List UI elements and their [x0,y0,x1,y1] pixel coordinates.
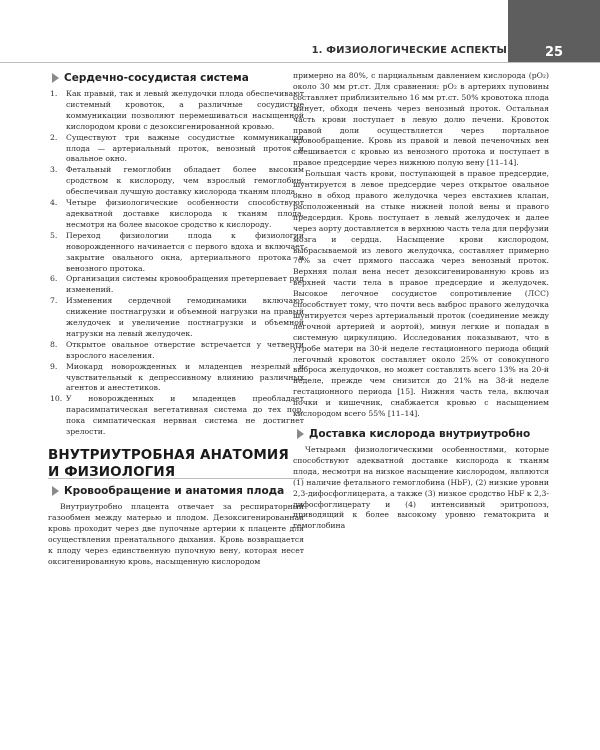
list-item-number: 2. [50,132,58,142]
list-item [48,274,304,296]
list-item-text: Открытое овальное отверстие встречается у четверти взрослого населения. [66,339,304,360]
section-heading-text: Кровообращение и анатомия плода [64,485,285,497]
left-column [48,66,304,567]
list-item-text: Миокард новорожденных и младенцев незрелый и чувствительный к депрессивному влиянию различных агентов и анестетиков. [66,361,304,393]
list-item-text: У новорожденных и младенцев преобладает парасимпатическая вегетативная система до тех пор, пока симпатическая нервная система не достигнет зрелости. [66,394,304,437]
page-number-tab [508,0,600,62]
list-item-number: 6. [50,274,58,284]
list-item-text: Изменения сердечной гемодинамики включают снижение постнагрузки и объемной нагрузки на правый желудочек и увеличение постнагрузки и объемной нагрузки на левый желудочек. [66,296,304,338]
chapter-section-heading [48,447,304,479]
body-paragraph: примерно на 80%, с парциальным давлением кислорода (pO₂) около 30 мм рт.ст. Для сравнения: pO₂ в артериях пуповины составляет приблизительно 16 мм рт.ст. 50% кровотока плода минует, обходя печень через венозный проток. Остальная часть крови поступает в левую долю печени. Кровоток правой доли осуществляется через портальное кровообращение. Кровь из правой и левой печеночных вен смешивается с кровью из венозного протока и поступает в правое предсердие через нижнюю полую вену [11–14]. [293,71,549,168]
list-item-number: 9. [50,361,58,371]
list-item-text: Четыре физиологические особенности способствуют адекватной доставке кислорода к тканям плода, несмотря на более высокое сродство к кислороду. [66,198,304,229]
list-item-text: Как правый, так и левый желудочки плода обеспечивают системный кровоток, а различные сосудистые коммуникации позволяют перемешиваться насыщенной кислородом крови с дезоксигенированной кровью. [66,89,304,131]
list-item-text: Организация системы кровообращения претерпевает ряд изменений. [66,274,304,295]
list-item [48,231,304,275]
list-item-number: 8. [50,339,58,349]
list-item-number: 5. [50,230,58,240]
list-item [48,89,304,133]
key-points-list [48,89,304,438]
list-item-number: 7. [50,296,58,306]
list-item-number: 1. [50,89,58,98]
section-heading-text: Сердечно-сосудистая система [64,72,249,84]
list-item [48,296,304,340]
page-number: 25 [544,45,564,60]
list-item [48,340,304,362]
triangle-marker-icon [297,429,304,439]
list-item [48,198,304,231]
body-paragraph: Внутриутробно плацента отвечает за респираторный газообмен между матерью и плодом. Дезоксигенированная кровь проходит через две пупочные артерии к плаценте для осуществления пренатального дыхания. Кровь возвращается к плоду через единственную пупочную вену, которая несет оксигенированную кровь, насыщенную кислородом [48,502,304,566]
list-item-number: 10. [50,394,63,404]
list-item-text: Существуют три важные сосудистые коммуникации плода — артериальный проток, венозный проток и овальное окно. [66,132,304,164]
section-heading-cardiovascular [48,72,304,84]
body-paragraph: Четырьмя физиологическими особенностями, которые способствуют адекватной доставке кислорода к тканям плода, несмотря на низкое насыщение кислородом, являются (1) наличие фетального гемоглобина (HbF), (2) низкие уровни 2,3-дифосфоглицерата, а также (3) низкое сродство HbF к 2,3-дифосфоглицерату и (4) интенсивный эритропоэз, приводящий к более высокому уровню гематокрита и гемоглобина [293,445,549,531]
list-item [48,165,304,198]
running-head: 1. ФИЗИОЛОГИЧЕСКИЕ АСПЕКТЫ [311,45,507,56]
list-item [48,394,304,438]
list-item-number: 4. [50,198,58,208]
section-heading-text: Доставка кислорода внутриутробно [309,428,531,440]
right-column [293,71,549,532]
list-item-text: Переход физиологии плода к физиологии новорожденного начинается с первого вдоха и включает закрытие овального окна, артериального протока и венозного протока. [66,230,304,273]
triangle-marker-icon [52,73,59,83]
heading-line-2: И ФИЗИОЛОГИЯ [48,464,176,480]
heading-line-1: ВНУТРИУТРОБНАЯ АНАТОМИЯ [48,447,289,463]
triangle-marker-icon [52,486,59,496]
section-heading-oxygen-delivery [293,428,549,440]
body-paragraph: Большая часть крови, поступающей в правое предсердие, шунтируется в левое предсердие через открытое овальное окно в обход правого желудочка через евстахиев клапан, расположенный на стыке нижней полой вены и правого предсердия. Кровь поступает в левый желудочек и далее через аорту доставляется в верхнюю часть тела для перфузии мозга и сердца. Насыщение крови кислородом, выбрасываемой из левого желудочка, составляет примерно 70% за счет прямого пассажа через венозный проток. Верхняя полая вена несет дезоксигенированную кровь из верхней части тела в правое предсердие и желудочек. Высокое легочное сосудистое сопротивление (ЛСС) способствует тому, что почти весь выброс правого желудочка шунтируется через артериальный проток (соединение между легочной артерией и аортой), минуя легкие и попадая в системную циркуляцию. Исследования показывают, что в утробе матери на 30-й неделе гестационного периода общий легочный кровоток составляет около 25% от совокупного выброса желудочков, но может составлять всего 13% на 20-й неделе, прежде чем снизится до 21% на 38-й неделе гестационного периода [15]. Нижняя часть тела, включая почки и кишечник, снабжается кровью с насыщением кислородом всего 55% [11–14]. [293,169,549,419]
list-item-text: Фетальный гемоглобин обладает более высоким сродством к кислороду, чем взрослый гемоглобин, обеспечивая лучшую доставку кислорода тканям плода. [66,165,304,197]
list-item [48,133,304,166]
list-item [48,362,304,395]
list-item-number: 3. [50,165,58,175]
section-heading-circulation [48,485,304,497]
